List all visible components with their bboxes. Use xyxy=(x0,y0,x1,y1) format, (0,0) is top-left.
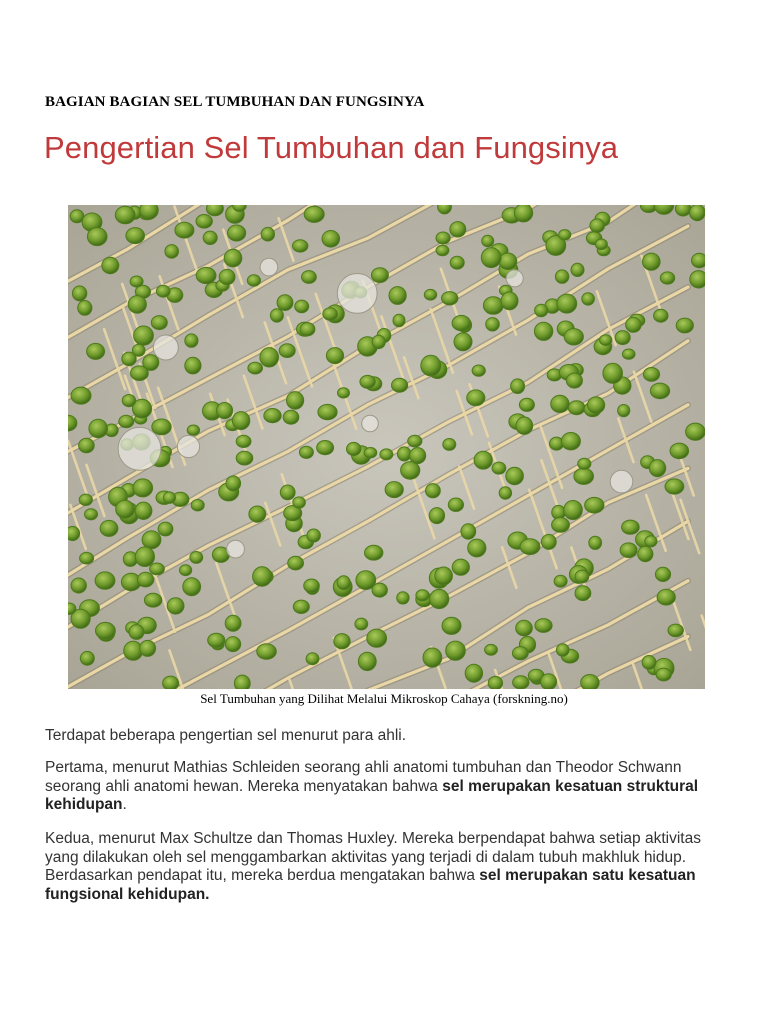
section-kicker: BAGIAN BAGIAN SEL TUMBUHAN DAN FUNGSINYA xyxy=(45,94,425,110)
paragraph-second-opinion xyxy=(45,830,735,904)
plant-cell-illustration xyxy=(68,205,705,689)
bold-statement: sel merupakan kesatuan struktural kehidupan xyxy=(45,777,699,813)
microscope-photo xyxy=(68,205,705,689)
paragraph-text: Kedua, menurut Max Schultze dan Thomas Huxley. Mereka berpendapat bahwa setiap aktivitas yang dilakukan oleh sel menggambarkan aktivitas yang terjadi di dalam tubuh makhluk hidup. Berdasarkan pendapat itu, mereka berdua mengatakan bahwa xyxy=(45,830,701,884)
paragraph-first-opinion xyxy=(45,759,735,815)
figure-caption: Sel Tumbuhan yang Dilihat Melalui Mikroskop Cahaya (forskning.no) xyxy=(200,691,568,706)
paragraph-intro: Terdapat beberapa pengertian sel menurut para ahli. xyxy=(45,727,407,744)
paragraph-text: Pertama, menurut Mathias Schleiden seorang ahli anatomi tumbuhan dan Theodor Schwann seorang ahli anatomi hewan. Mereka menyatakan bahwa xyxy=(45,759,682,795)
paragraph-text: . xyxy=(122,796,127,813)
bold-statement: sel merupakan satu kesatuan fungsional kehidupan. xyxy=(45,867,696,903)
page-title: Pengertian Sel Tumbuhan dan Fungsinya xyxy=(44,130,619,165)
